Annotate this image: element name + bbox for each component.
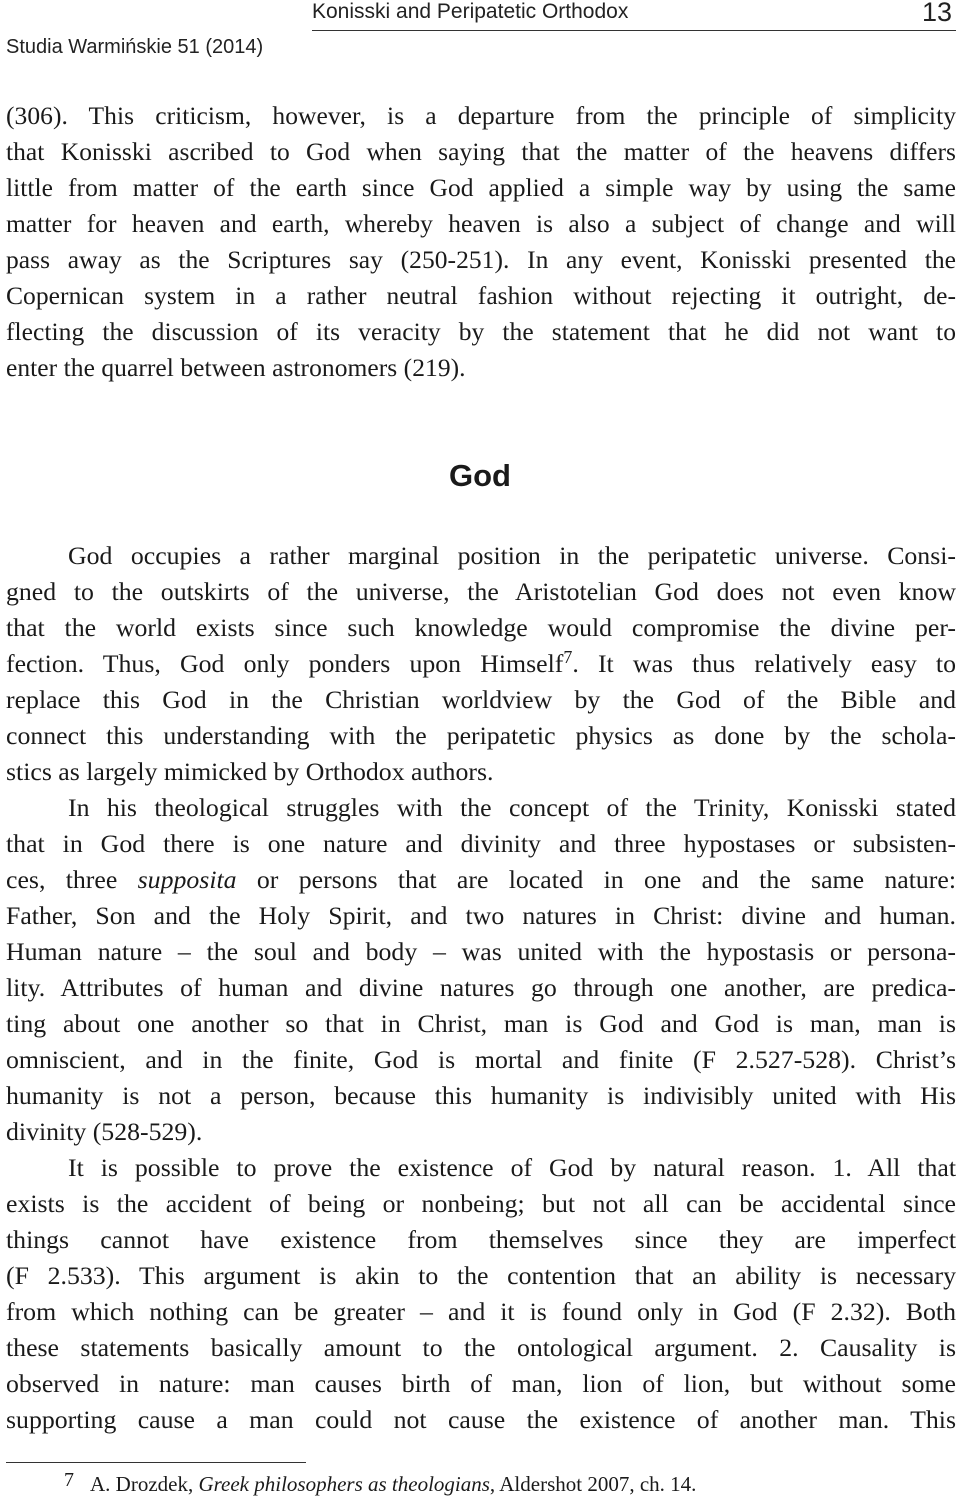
- text-line: stics as largely mimicked by Orthodox authors.: [6, 757, 494, 786]
- text-line-with-italic: [6, 862, 956, 898]
- text-line: Human nature – the soul and body – was united with the hypostasis or persona-: [6, 937, 956, 966]
- text-line: that in God there is one nature and divinity and three hypostases or subsisten-: [6, 829, 956, 858]
- text-line: connect this understanding with the peripatetic physics as done by the schola-: [6, 721, 956, 750]
- text-line: exists is the accident of being or nonbeing; but not all can be accidental since: [6, 1189, 956, 1218]
- text-line: (F 2.533). This argument is akin to the contention that an ability is necessary: [6, 1261, 956, 1290]
- text-line: omniscient, and in the finite, God is mortal and finite (F 2.527-528). Christ’s: [6, 1045, 956, 1074]
- section-body: [6, 538, 956, 1438]
- footnote-title: Greek philosophers as theologians: [198, 1472, 490, 1496]
- text-line: flecting the discussion of its veracity by the statement that he did not want to: [6, 317, 956, 346]
- text-line: observed in nature: man causes birth of man, lion of lion, but without some: [6, 1369, 956, 1398]
- footnote-author: A. Drozdek,: [90, 1472, 199, 1496]
- text-line: things cannot have existence from themselves since they are imperfect: [6, 1225, 956, 1254]
- footnote-rule: [6, 1462, 306, 1463]
- text-line: (306). This criticism, however, is a departure from the principle of simplicity: [6, 101, 956, 130]
- paragraph-continued: [6, 98, 956, 386]
- text-line: from which nothing can be greater – and it is found only in God (F 2.32). Both: [6, 1297, 956, 1326]
- text-line: that Konisski ascribed to God when saying that the matter of the heavens differs: [6, 137, 956, 166]
- text-line: these statements basically amount to the ontological argument. 2. Causality is: [6, 1333, 956, 1362]
- page-number: 13: [921, 0, 952, 27]
- text-line: gned to the outskirts of the universe, the Aristotelian God does not even know: [6, 577, 956, 606]
- text-line: In his theological struggles with the concept of the Trinity, Konisski stated: [68, 793, 956, 822]
- text-line: Copernican system in a rather neutral fashion without rejecting it outright, de-: [6, 281, 956, 310]
- text-line: lity. Attributes of human and divine natures go through one another, are predica-: [6, 973, 956, 1002]
- text-line: replace this God in the Christian worldview by the God of the Bible and: [6, 685, 956, 714]
- section-heading: God: [449, 458, 511, 493]
- text-line: that the world exists since such knowledge would compromise the divine per-: [6, 613, 956, 642]
- footnote-number: 7: [64, 1469, 74, 1491]
- text-line: ting about one another so that in Christ, man is God and God is man, man is: [6, 1009, 956, 1038]
- text-segment: . It was thus relatively easy to: [572, 649, 956, 678]
- footnote-reference[interactable]: 7: [563, 647, 573, 667]
- text-line: Father, Son and the Holy Spirit, and two natures in Christ: divine and human.: [6, 901, 956, 930]
- text-segment: or persons that are located in one and the same nature:: [236, 865, 956, 894]
- text-line: pass away as the Scriptures say (250-251). In any event, Konisski presented the: [6, 245, 956, 274]
- text-line: humanity is not a person, because this humanity is indivisibly united with His: [6, 1081, 956, 1110]
- text-line: enter the quarrel between astronomers (219).: [6, 353, 466, 382]
- header-rule: [312, 30, 956, 31]
- running-title: Konisski and Peripatetic Orthodox: [312, 0, 629, 23]
- footnote-rest: , Aldershot 2007, ch. 14.: [489, 1472, 697, 1496]
- text-segment: fection. Thus, God only ponders upon Himself: [6, 649, 564, 678]
- text-line: It is possible to prove the existence of God by natural reason. 1. All that: [68, 1153, 956, 1182]
- text-line: divinity (528-529).: [6, 1117, 203, 1146]
- text-line: matter for heaven and earth, whereby heaven is also a subject of change and will: [6, 209, 956, 238]
- text-line: little from matter of the earth since God applied a simple way by using the same: [6, 173, 956, 202]
- text-segment: ces, three: [6, 865, 138, 894]
- text-line-with-footnote-ref: [6, 646, 956, 682]
- journal-citation: Studia Warmińskie 51 (2014): [6, 36, 264, 58]
- text-line: God occupies a rather marginal position in the peripatetic universe. Consi-: [68, 541, 956, 570]
- italic-term: supposita: [137, 865, 237, 894]
- text-line: supporting cause a man could not cause the existence of another man. This: [6, 1405, 956, 1434]
- footnote: [6, 1469, 956, 1497]
